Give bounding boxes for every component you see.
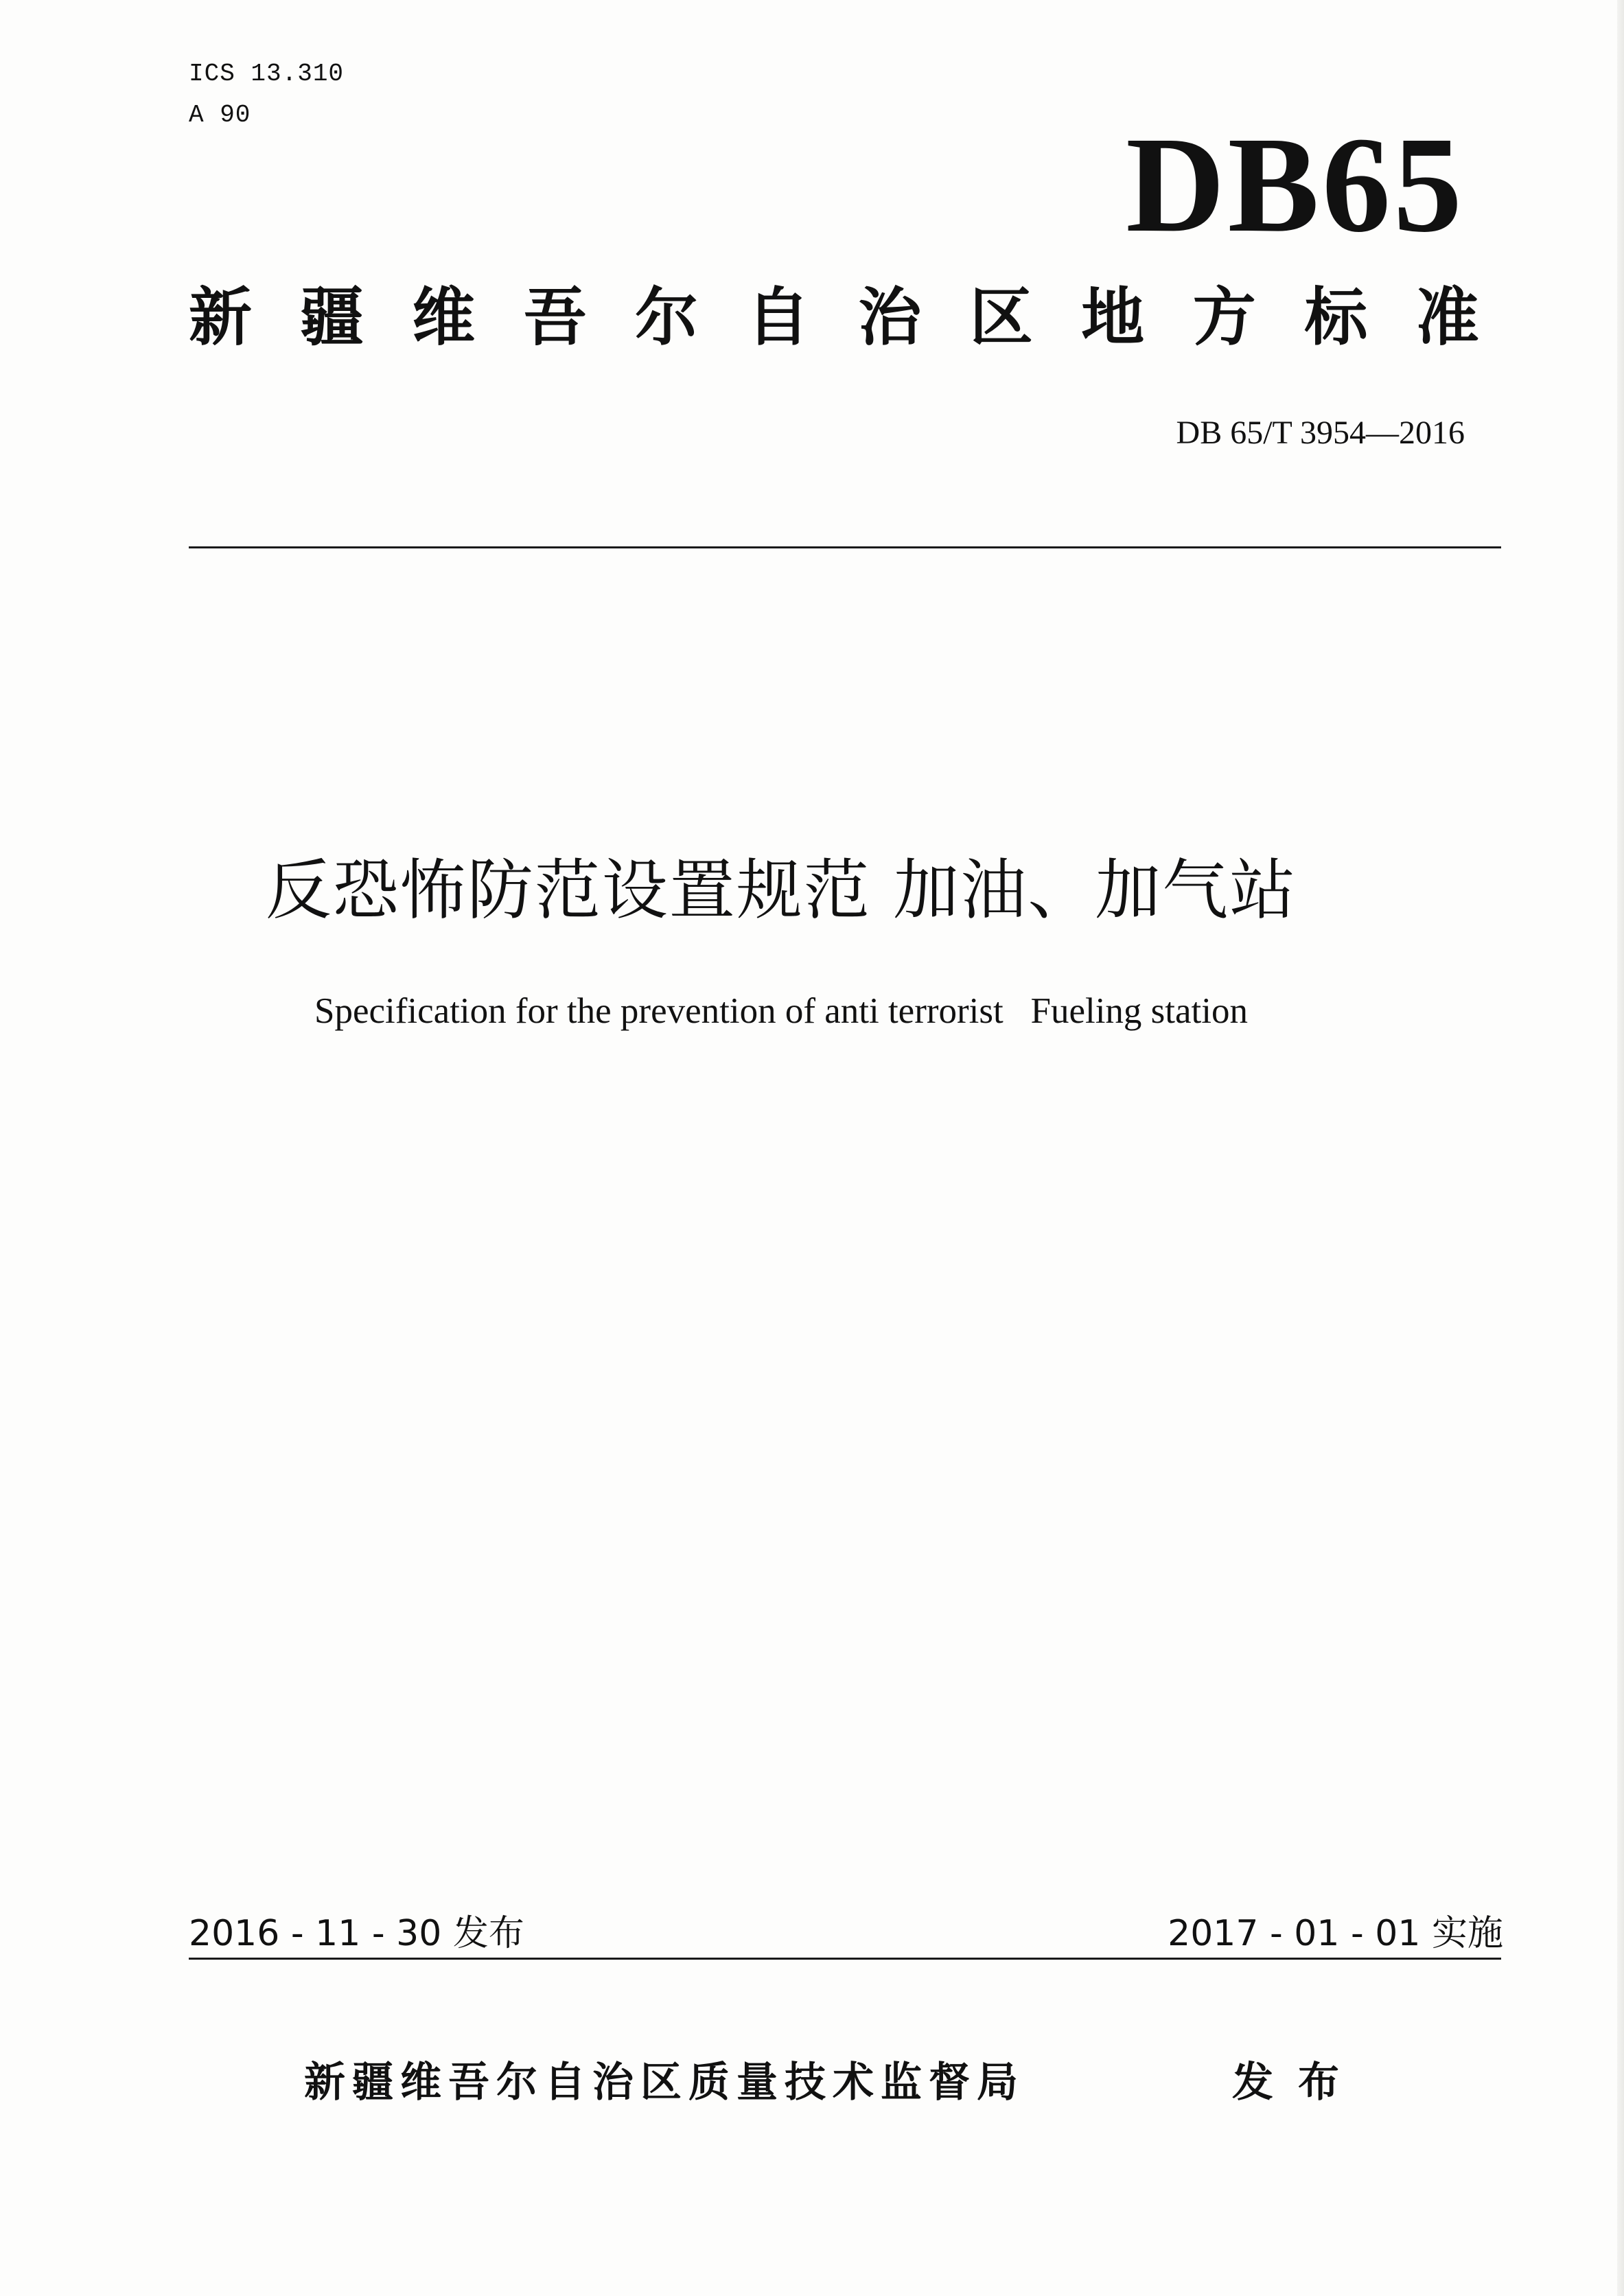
authority-char: 自 xyxy=(746,281,810,354)
bottom-divider xyxy=(189,1958,1501,1960)
authority-char: 准 xyxy=(1415,281,1479,354)
effective-date: 2017 - 01 - 01 实施 xyxy=(1168,1913,1503,1954)
standard-number: DB 65/T 3954—2016 xyxy=(1176,415,1465,451)
authority-char: 疆 xyxy=(300,281,364,354)
issue-date: 2016 - 11 - 30 发布 xyxy=(189,1913,524,1954)
authority-char: 标 xyxy=(1304,281,1368,354)
authority-char: 方 xyxy=(1192,281,1256,354)
authority-char: 吾 xyxy=(523,281,587,354)
standard-authority-heading xyxy=(189,283,1479,352)
classification-codes xyxy=(189,54,344,136)
authority-char: 新 xyxy=(189,281,253,354)
authority-char: 地 xyxy=(1081,281,1145,354)
top-divider xyxy=(189,546,1501,548)
title-english: Specification for the prevention of anti terrorist Fueling station xyxy=(314,991,1248,1031)
ics-code: ICS 13.310 xyxy=(189,60,345,88)
title-chinese: 反恐怖防范设置规范 加油、加气站 xyxy=(265,852,1297,929)
authority-char: 尔 xyxy=(635,281,699,354)
authority-char: 区 xyxy=(969,281,1033,354)
publish-label: 发布 xyxy=(1232,2059,1364,2107)
ccs-code: A 90 xyxy=(189,101,251,129)
authority-char: 治 xyxy=(858,281,922,354)
publisher-name: 新疆维吾尔自治区质量技术监督局 xyxy=(304,2059,1025,2107)
db65-logo: DB65 xyxy=(1126,109,1465,261)
scan-edge-shadow xyxy=(1617,0,1624,2296)
authority-char: 维 xyxy=(412,281,476,354)
